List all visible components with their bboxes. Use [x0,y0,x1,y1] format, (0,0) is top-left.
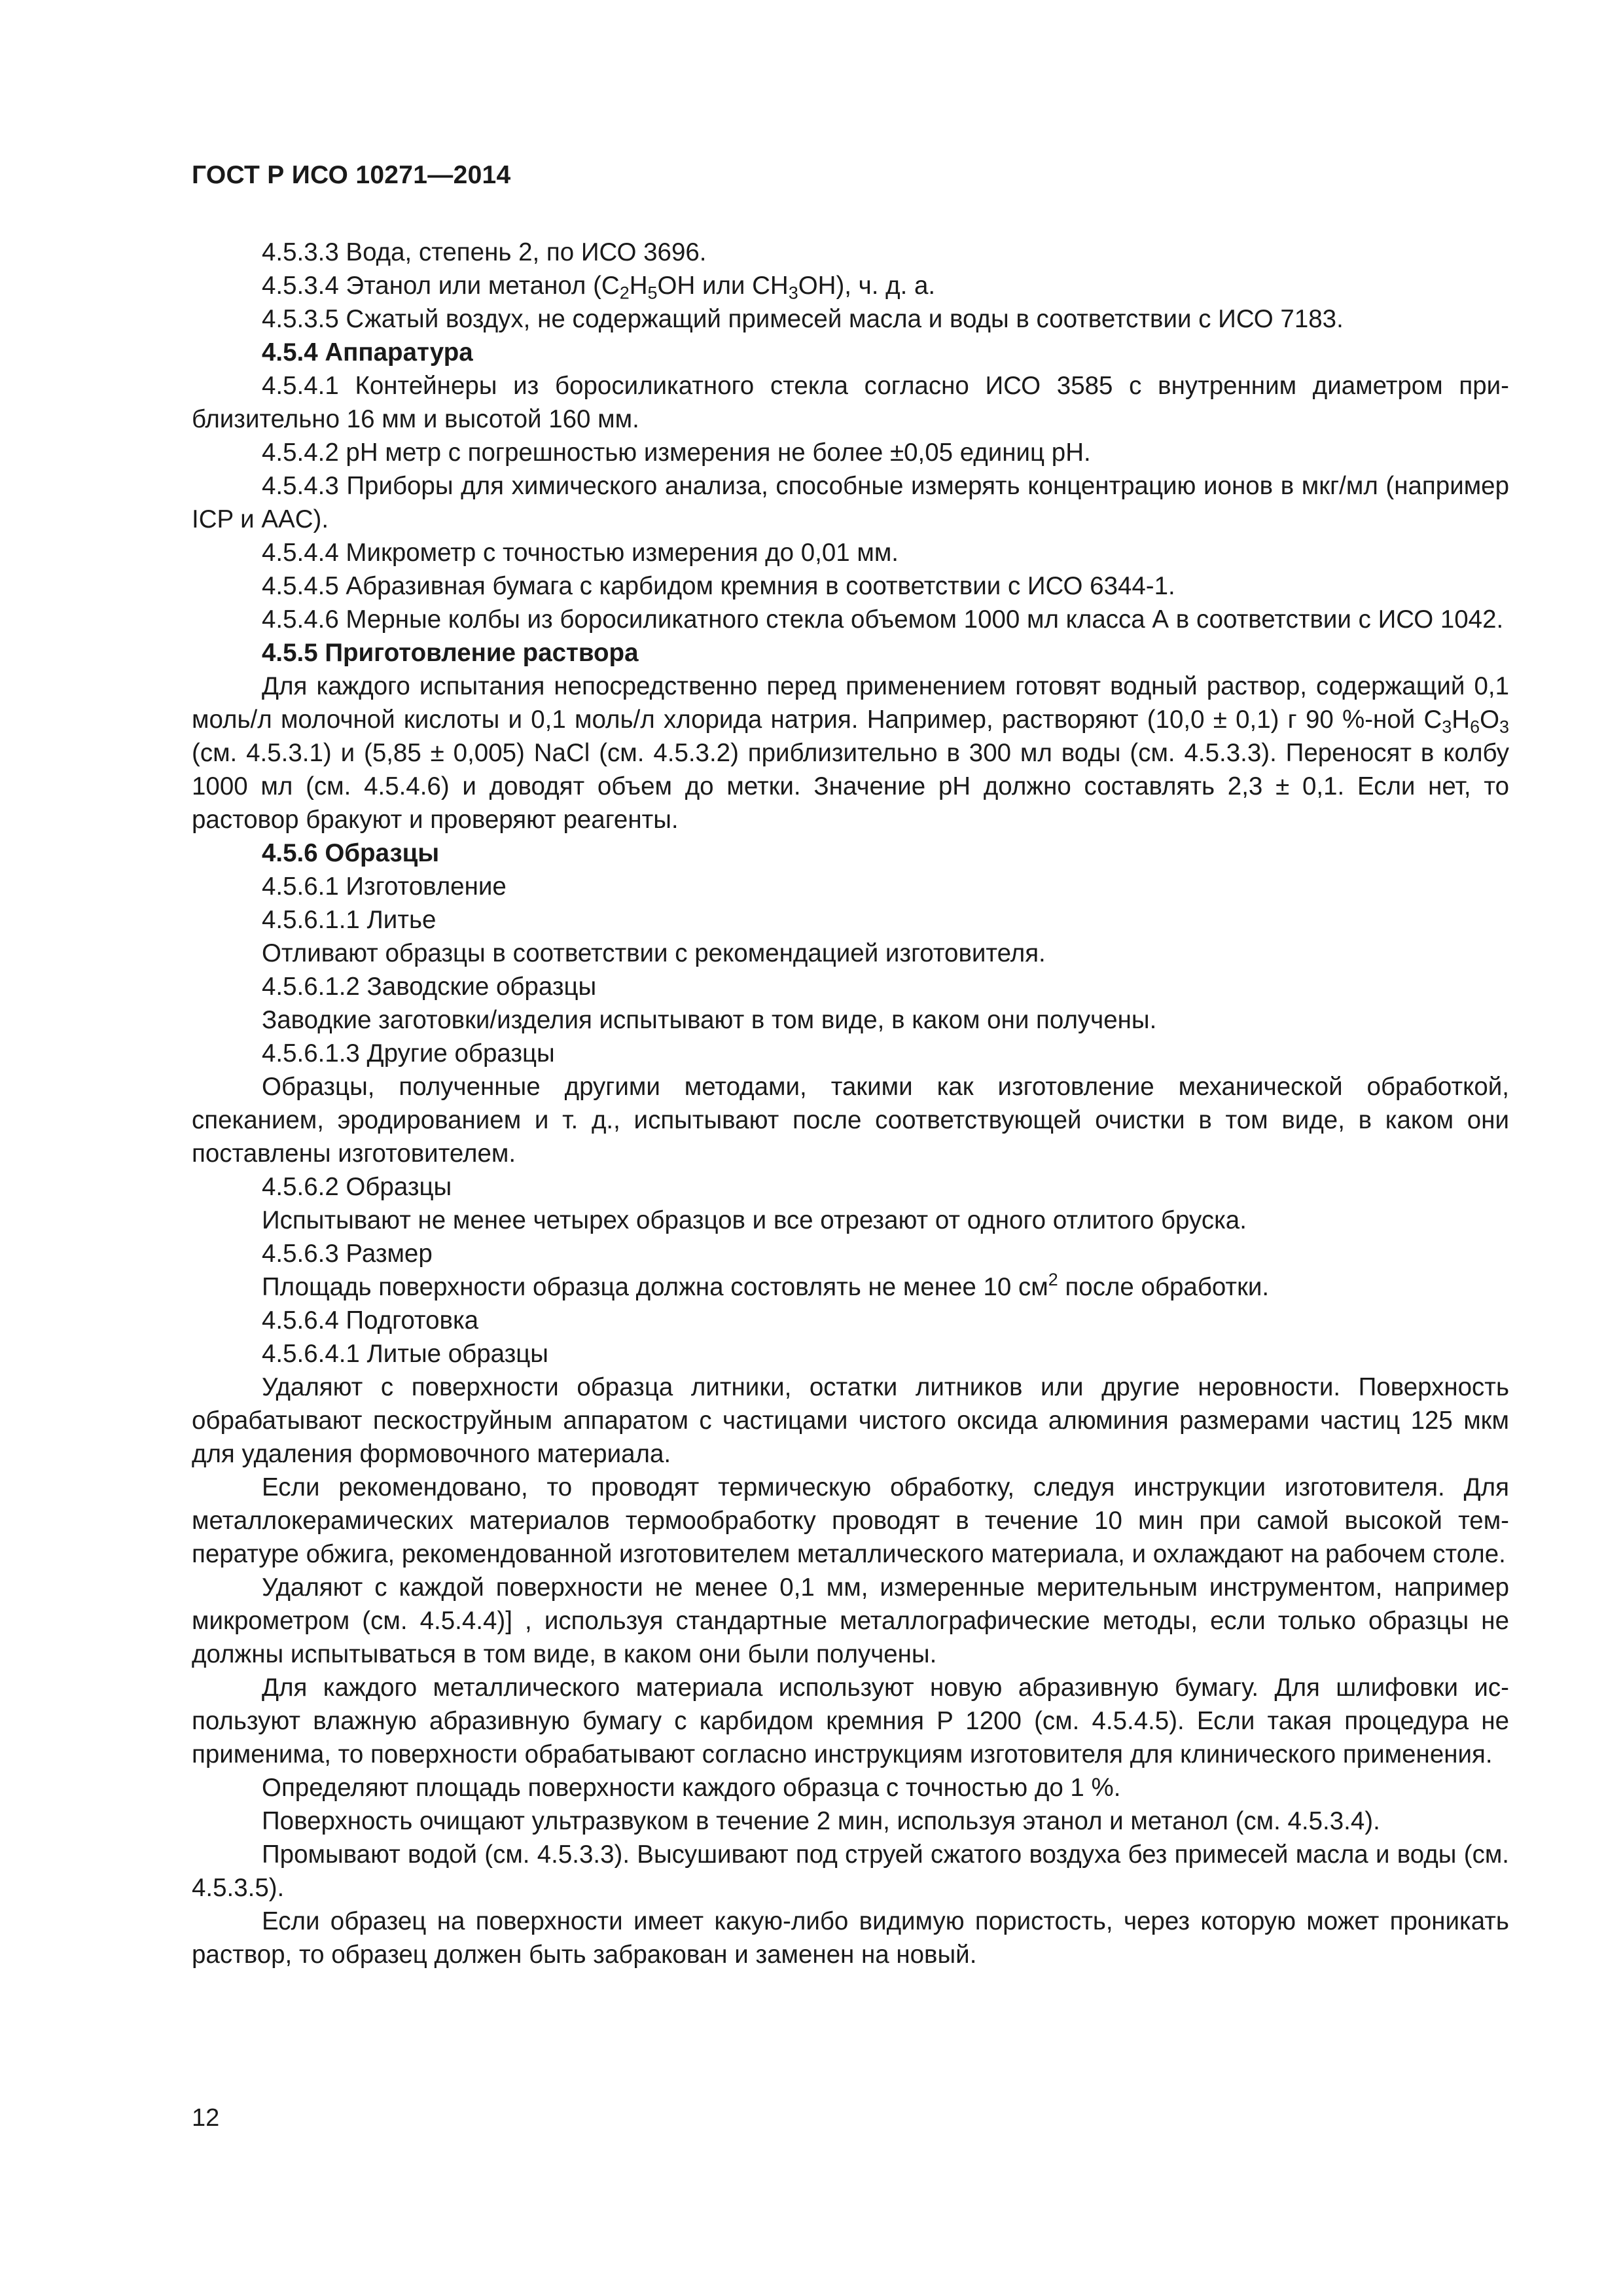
body-paragraph: Для каждого металлического материала используют новую абразивную бумагу. Для шлифовки используют влажную абразивную бумагу с карбидом кремния P 1200 (см. 4.5.4.5). Если такая процедура не применима, то поверхности обрабатывают согласно инструкциям изготовителя для клинического применения. [192,1674,1509,1768]
clause-item: 4.5.3.5 Сжатый воздух, не содержащий примесей масла и воды в соответствии с ИСО 7183. [262,305,1344,333]
body-paragraph: Образцы, полученные другими методами, такими как изготовление механической обработкой, спеканием, эродированием и т. д., испытывают после соответствующей очистки в том виде, в каком они поставлены изготовителем. [192,1073,1509,1168]
body-paragraph: Промывают водой (см. 4.5.3.3). Высушивают под струей сжатого воздуха без примесей масла и воды (см. 4.5.3.5). [192,1840,1509,1902]
clause-item: 4.5.4.6 Мерные колбы из боросиликатного стекла объемом 1000 мл класса А в соответствии с ИСО 1042. [262,605,1504,634]
clause-item: 4.5.4.4 Микрометр с точностью измерения до 0,01 мм. [262,539,899,567]
section-heading: 4.5.6 Образцы [262,839,440,867]
body-paragraph: Определяют площадь поверхности каждого образца с точностью до 1 %. [262,1774,1121,1802]
body-paragraph: Испытывают не менее четырех образцов и все отрезают от одного отлитого бруска. [262,1206,1247,1234]
standard-header: ГОСТ Р ИСО 10271—2014 [192,161,511,189]
body-paragraph: Заводкие заготовки/изделия испытывают в том виде, в каком они получены. [262,1006,1157,1034]
body-paragraph: Отливают образцы в соответствии с рекомендацией изготовителя. [262,939,1046,967]
clause-item: 4.5.4.5 Абразивная бумага с карбидом кремния в соответствии с ИСО 6344-1. [262,572,1175,600]
body-paragraph: Поверхность очищают ультразвуком в течение 2 мин, используя этанол и метанол (см. 4.5.3.4). [262,1807,1380,1835]
clause-item: 4.5.6.4.1 Литые образцы [262,1340,548,1368]
clause-item: 4.5.3.3 Вода, степень 2, по ИСО 3696. [262,238,707,266]
body-paragraph: Если рекомендовано, то проводят термическую обработку, следуя инструкции изготовителя. Для металлокерамических материалов термообработку проводят в течение 10 мин при самой высокой температуре обжига, рекомендованной изготовителем металлического материала, и охлаждают на рабочем столе. [192,1473,1509,1568]
clause-item: 4.5.4.3 Приборы для химического анализа, способные измерять концентрацию ионов в мкг/мл (например ICP и AAC). [192,472,1509,533]
page-number: 12 [192,2104,220,2132]
clause-item: 4.5.6.1.3 Другие образцы [262,1039,555,1067]
body-paragraph: Если образец на поверхности имеет какую-либо видимую пористость, через которую может проникать раствор, то образец должен быть забракован и заменен на новый. [192,1907,1509,1969]
clause-item: 4.5.6.1 Изготовление [262,872,507,901]
document-body [192,236,1509,1971]
section-heading: 4.5.4 Аппаратура [262,338,473,367]
clause-item: 4.5.6.4 Подготовка [262,1306,479,1335]
body-paragraph: Удаляют с поверхности образца литники, остатки литников или другие неровности. Поверхность обрабатывают пескоструйным аппаратом с частицами чистого оксида алюминия размерами частиц 125 мкм для удаления формовочного материала. [192,1373,1509,1468]
clause-item: 4.5.6.3 Размер [262,1240,433,1268]
clause-item: 4.5.6.1.1 Литье [262,906,437,934]
section-heading: 4.5.5 Приготовление раствора [262,639,639,667]
clause-item: 4.5.4.2 pH метр с погрешностью измерения не более ±0,05 единиц pH. [262,439,1091,467]
body-paragraph: Удаляют с каждой поверхности не менее 0,1 мм, измеренные мерительным инструментом, например микрометром (см. 4.5.4.4)] , используя стандартные металлографические методы, если только образцы не должны испытываться в том виде, в каком они были получены. [192,1573,1509,1668]
body-paragraph: Площадь поверхности образца должна состовлять не менее 10 $см^2$ после обработки. [262,1270,1270,1301]
clause-item: 4.5.3.4 Этанол или метанол ($C_2H_5OH$ или $CH_3OH$), ч. д. а. [262,272,936,303]
body-paragraph: Для каждого испытания непосредственно перед применением готовят водный раствор, содержащий 0,1 моль/л молочной кислоты и 0,1 моль/л хлорида натрия. Например, растворяют (10,0 ± 0,1) г 90 %-ной $C_3H_6O_3$ (см. 4.5.3.1) и (5,85 ± 0,005) NaCl (см. 4.5.3.2) приблизительно в 300 мл воды (см. 4.5.3.3). Переносят в колбу 1000 мл (см. 4.5.4.6) и доводят объем до метки. Значение pH должно составлять 2,3 ± 0,1. Если нет, то растовор бракуют и проверяют реагенты. [192,672,1509,834]
clause-item: 4.5.6.2 Образцы [262,1173,452,1201]
clause-item: 4.5.6.1.2 Заводские образцы [262,973,597,1001]
clause-item: 4.5.4.1 Контейнеры из боросиликатного стекла согласно ИСО 3585 с внутренним диаметром приблизительно 16 мм и высотой 160 мм. [192,372,1509,433]
